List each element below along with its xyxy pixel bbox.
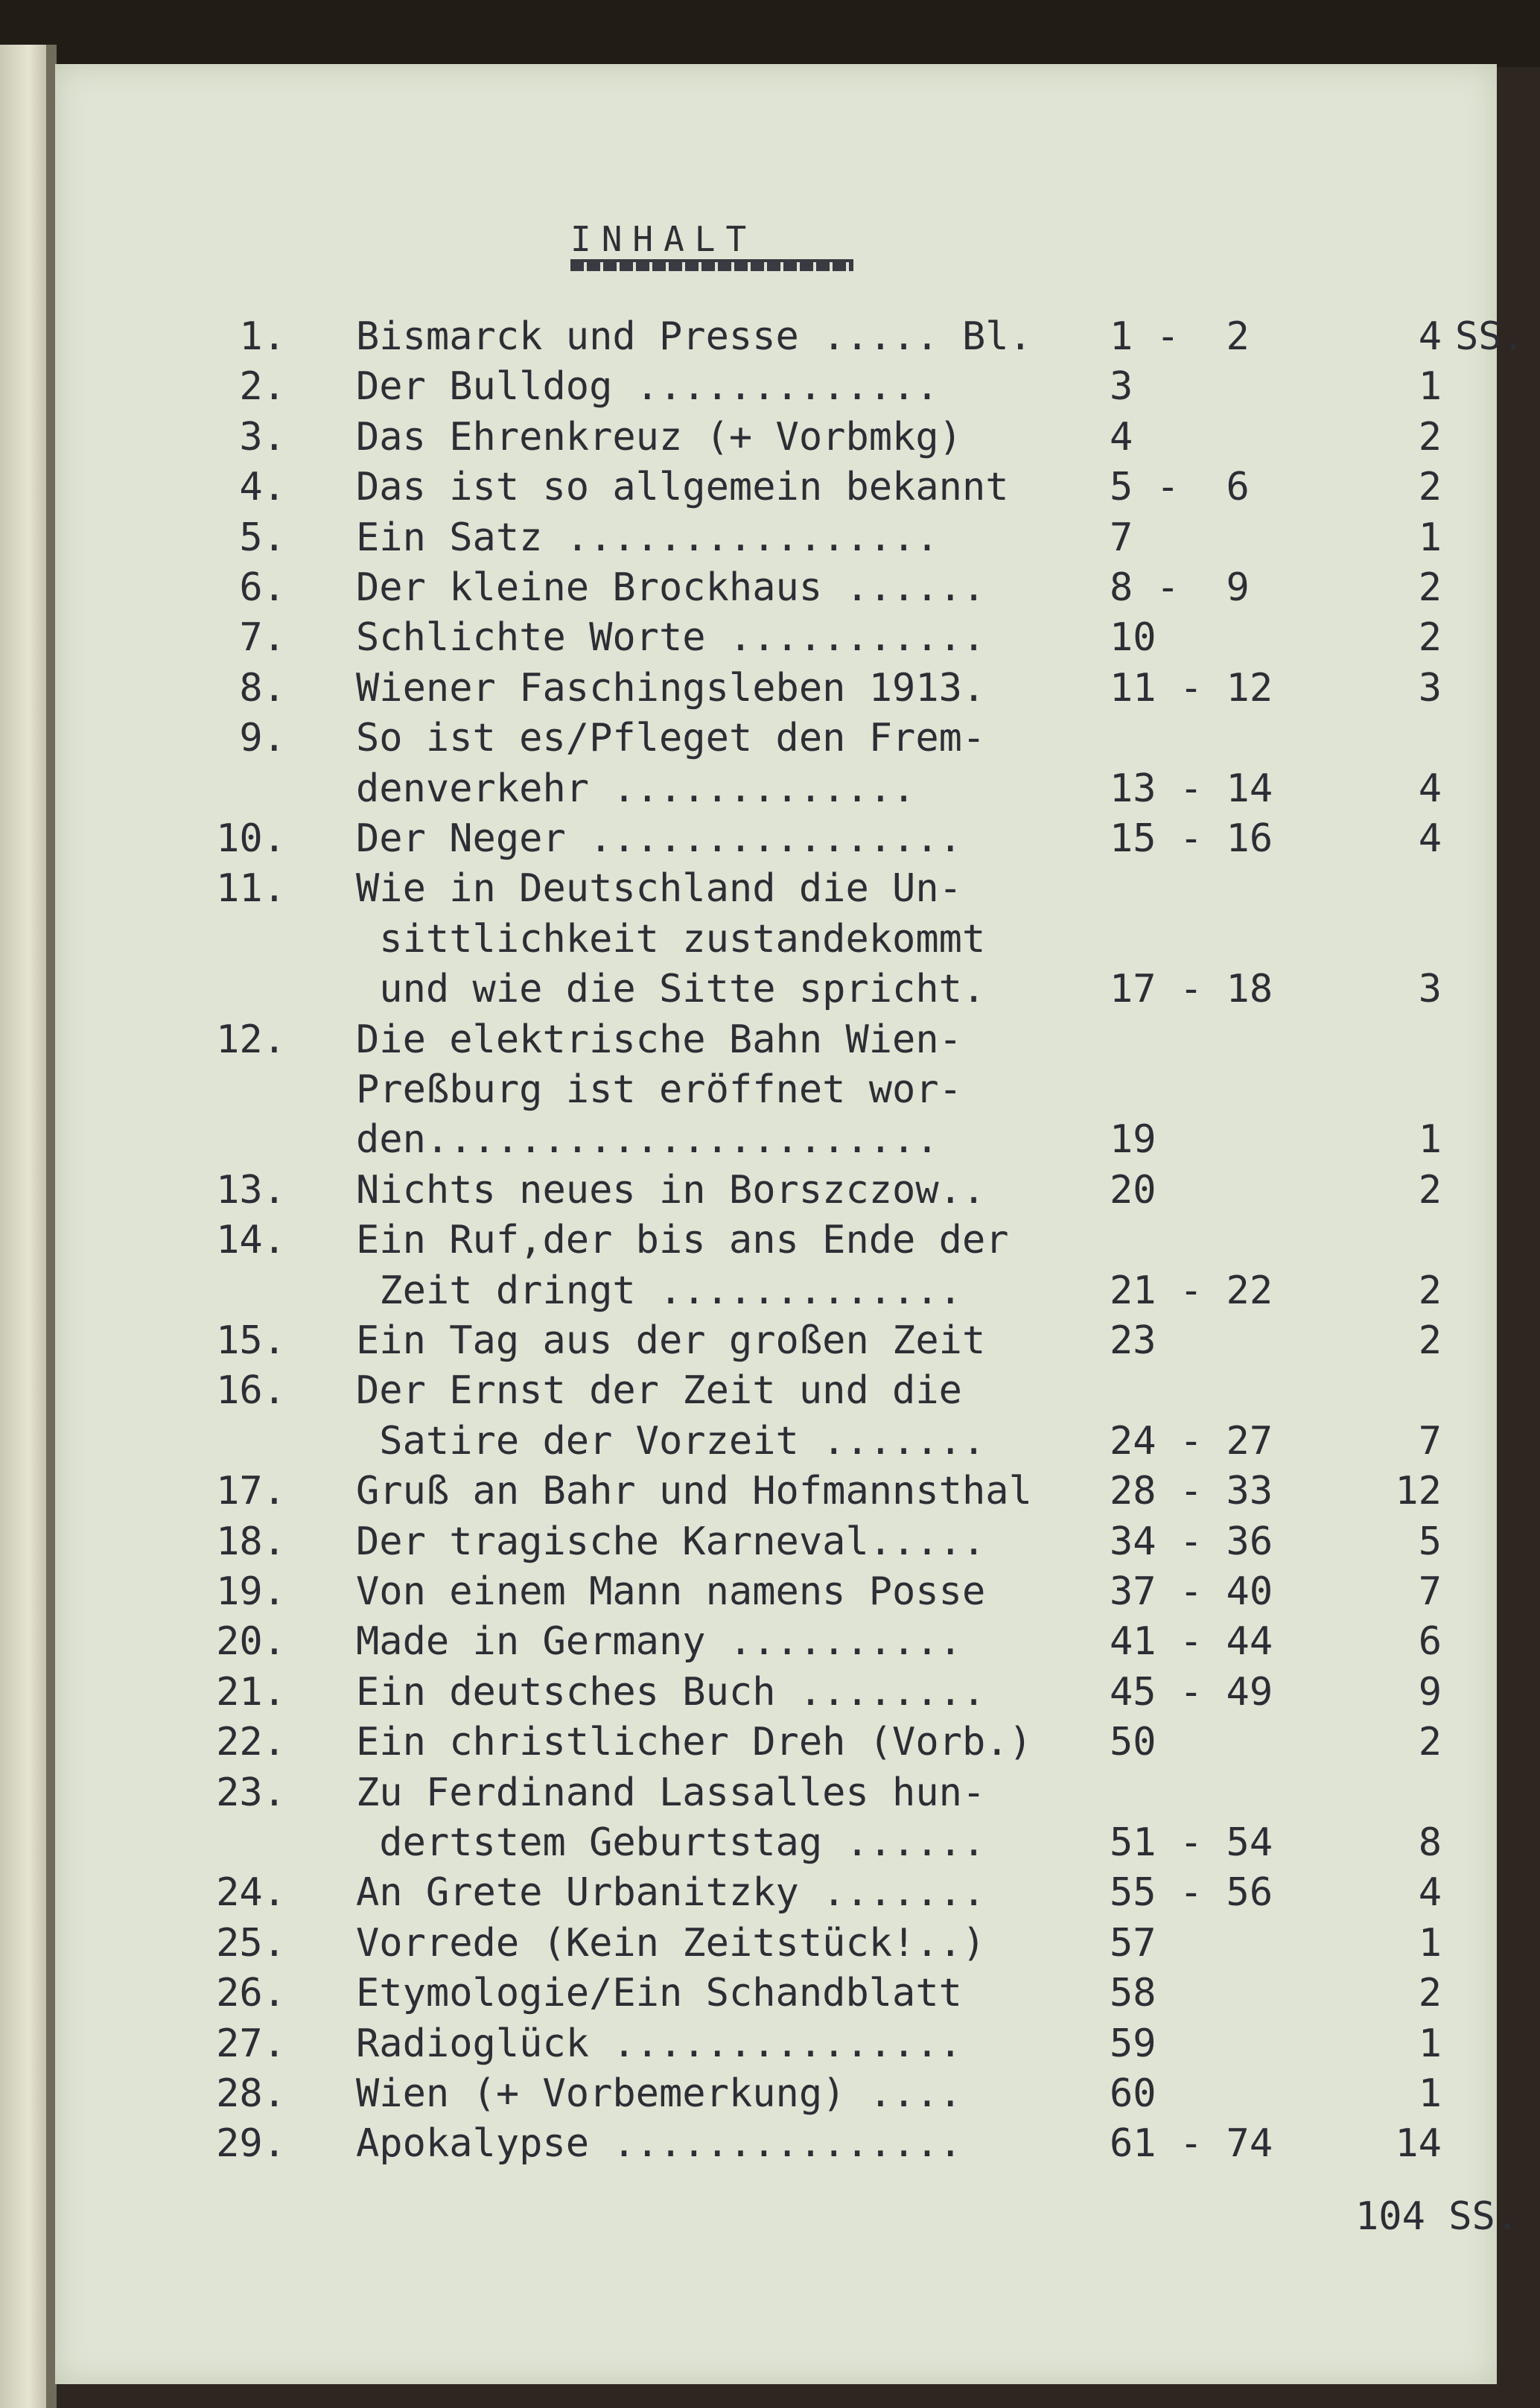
entry-leaf-range: 41 - 44	[1110, 1619, 1273, 1665]
entry-page-count: 5	[1418, 1519, 1442, 1564]
entry-number: 10.	[216, 816, 286, 861]
entry-number: 27.	[216, 2021, 286, 2066]
entry-number: 6.	[239, 565, 286, 610]
entry-number: 9.	[239, 716, 286, 761]
entry-page-count: 2	[1418, 1971, 1442, 2016]
entry-page-count: 4	[1418, 1870, 1442, 1916]
entry-leaf-range: 37 - 40	[1110, 1569, 1273, 1614]
entry-title-line: Bismarck und Presse ..... Bl.	[356, 314, 1032, 359]
entry-page-count: 2	[1418, 615, 1442, 661]
entry-page-count: 4	[1418, 314, 1442, 359]
entry-leaf-range: 1 - 2	[1110, 314, 1250, 359]
total-pages: 104 SS.	[1355, 2193, 1519, 2239]
page-unit-label: SS.	[1455, 314, 1525, 359]
entry-title-line: dertstem Geburtstag ......	[356, 1820, 986, 1865]
entry-page-count: 4	[1418, 766, 1442, 811]
entry-leaf-range: 58	[1110, 1971, 1156, 2016]
entry-page-count: 2	[1418, 465, 1442, 510]
entry-leaf-range: 45 - 49	[1110, 1669, 1273, 1715]
entry-number: 15.	[216, 1318, 286, 1363]
entry-number: 17.	[216, 1469, 286, 1514]
entry-title-line: Zu Ferdinand Lassalles hun-	[356, 1770, 986, 1815]
entry-title-line: Ein Satz ................	[356, 515, 939, 560]
entry-title-line: Der Ernst der Zeit und die	[356, 1368, 962, 1414]
entry-number: 28.	[216, 2071, 286, 2116]
entry-number: 22.	[216, 1720, 286, 1765]
entry-title-line: Preßburg ist eröffnet wor-	[356, 1067, 962, 1112]
entry-title-line: So ist es/Pfleget den Frem-	[356, 716, 986, 761]
entry-number: 29.	[216, 2121, 286, 2167]
entry-number: 25.	[216, 1920, 286, 1966]
document-page	[55, 64, 1525, 2384]
entry-number: 1.	[239, 314, 286, 359]
entry-title-line: Wiener Faschingsleben 1913.	[356, 665, 986, 711]
entry-leaf-range: 3	[1110, 364, 1133, 410]
entry-page-count: 2	[1418, 1318, 1442, 1363]
entry-title-line: Das Ehrenkreuz (+ Vorbmkg)	[356, 414, 962, 460]
entry-title-line: Schlichte Worte ...........	[356, 615, 986, 661]
entry-page-count: 1	[1418, 1920, 1442, 1966]
entry-title-line: den......................	[356, 1117, 939, 1163]
heading-underline	[570, 259, 853, 271]
entry-leaf-range: 51 - 54	[1110, 1820, 1273, 1865]
entry-title-line: Der kleine Brockhaus ......	[356, 565, 986, 610]
entry-page-count: 2	[1418, 565, 1442, 610]
entry-title-line: Wien (+ Vorbemerkung) ....	[356, 2071, 962, 2116]
entry-title-line: Das ist so allgemein bekannt	[356, 465, 1009, 510]
entry-title-line: Made in Germany ..........	[356, 1619, 962, 1665]
entry-number: 19.	[216, 1569, 286, 1614]
entry-title-line: Der Bulldog .............	[356, 364, 939, 410]
entry-leaf-range: 10	[1110, 615, 1156, 661]
entry-page-count: 2	[1418, 414, 1442, 460]
entry-number: 20.	[216, 1619, 286, 1665]
entry-page-count: 1	[1418, 1117, 1442, 1163]
entry-page-count: 4	[1418, 816, 1442, 861]
entry-page-count: 3	[1418, 967, 1442, 1012]
entry-number: 23.	[216, 1770, 286, 1815]
entry-page-count: 8	[1418, 1820, 1442, 1865]
entry-leaf-range: 15 - 16	[1110, 816, 1273, 861]
entry-title-line: Gruß an Bahr und Hofmannsthal	[356, 1469, 1032, 1514]
entry-page-count: 2	[1418, 1167, 1442, 1213]
entry-title-line: Der tragische Karneval.....	[356, 1519, 986, 1564]
entry-leaf-range: 60	[1110, 2071, 1156, 2116]
entry-title-line: Wie in Deutschland die Un-	[356, 866, 962, 912]
entry-title-line: und wie die Sitte spricht.	[356, 967, 986, 1012]
entry-title-line: Nichts neues in Borszczow..	[356, 1167, 986, 1213]
entry-number: 3.	[239, 414, 286, 460]
entry-number: 18.	[216, 1519, 286, 1564]
entry-page-count: 7	[1418, 1569, 1442, 1614]
entry-leaf-range: 19	[1110, 1117, 1156, 1163]
page-heading: INHALT	[570, 219, 757, 259]
entry-title-line: Ein deutsches Buch ........	[356, 1669, 986, 1715]
entry-leaf-range: 34 - 36	[1110, 1519, 1273, 1564]
entry-title-line: Von einem Mann namens Posse	[356, 1569, 986, 1614]
entry-leaf-range: 57	[1110, 1920, 1156, 1966]
entry-number: 2.	[239, 364, 286, 410]
entry-number: 5.	[239, 515, 286, 560]
entry-number: 12.	[216, 1017, 286, 1062]
entry-title-line: Etymologie/Ein Schandblatt	[356, 1971, 962, 2016]
entry-leaf-range: 55 - 56	[1110, 1870, 1273, 1916]
entry-page-count: 6	[1418, 1619, 1442, 1665]
entry-number: 13.	[216, 1167, 286, 1213]
entry-number: 21.	[216, 1669, 286, 1715]
entry-title-line: sittlichkeit zustandekommt	[356, 916, 986, 962]
entry-leaf-range: 4	[1110, 414, 1133, 460]
book-binding-edge	[0, 45, 52, 2408]
entry-leaf-range: 61 - 74	[1110, 2121, 1273, 2167]
entry-title-line: Ein Ruf,der bis ans Ende der	[356, 1218, 1009, 1263]
entry-leaf-range: 59	[1110, 2021, 1156, 2066]
entry-page-count: 1	[1418, 364, 1442, 410]
entry-number: 7.	[239, 615, 286, 661]
entry-title-line: An Grete Urbanitzky .......	[356, 1870, 986, 1916]
entry-title-line: Ein Tag aus der großen Zeit	[356, 1318, 986, 1363]
entry-leaf-range: 21 - 22	[1110, 1268, 1273, 1313]
entry-leaf-range: 5 - 6	[1110, 465, 1250, 510]
entry-page-count: 3	[1418, 665, 1442, 711]
entry-number: 16.	[216, 1368, 286, 1414]
entry-page-count: 1	[1418, 515, 1442, 560]
entry-leaf-range: 23	[1110, 1318, 1156, 1363]
entry-leaf-range: 28 - 33	[1110, 1469, 1273, 1514]
entry-page-count: 9	[1418, 1669, 1442, 1715]
entry-leaf-range: 17 - 18	[1110, 967, 1273, 1012]
entry-title-line: Zeit dringt .............	[356, 1268, 962, 1313]
entry-title-line: Radioglück ...............	[356, 2021, 962, 2066]
entry-page-count: 14	[1395, 2121, 1442, 2167]
entry-page-count: 7	[1418, 1418, 1442, 1464]
entry-page-count: 1	[1418, 2021, 1442, 2066]
entry-leaf-range: 11 - 12	[1110, 665, 1273, 711]
entry-title-line: Satire der Vorzeit .......	[356, 1418, 986, 1464]
entry-leaf-range: 7	[1110, 515, 1133, 560]
entry-title-line: Der Neger ................	[356, 816, 962, 861]
entry-leaf-range: 8 - 9	[1110, 565, 1250, 610]
entry-page-count: 1	[1418, 2071, 1442, 2116]
entry-leaf-range: 13 - 14	[1110, 766, 1273, 811]
entry-number: 4.	[239, 465, 286, 510]
entry-number: 11.	[216, 866, 286, 912]
entry-page-count: 2	[1418, 1268, 1442, 1313]
entry-title-line: Ein christlicher Dreh (Vorb.)	[356, 1720, 1032, 1765]
entry-leaf-range: 24 - 27	[1110, 1418, 1273, 1464]
entry-page-count: 12	[1395, 1469, 1442, 1514]
entry-number: 14.	[216, 1218, 286, 1263]
entry-leaf-range: 20	[1110, 1167, 1156, 1213]
entry-number: 8.	[239, 665, 286, 711]
scan-background-top	[0, 0, 1540, 67]
entry-leaf-range: 50	[1110, 1720, 1156, 1765]
entry-title-line: Vorrede (Kein Zeitstück!..)	[356, 1920, 986, 1966]
entry-title-line: denverkehr .............	[356, 766, 916, 811]
entry-title-line: Apokalypse ...............	[356, 2121, 962, 2167]
entry-number: 26.	[216, 1971, 286, 2016]
entry-title-line: Die elektrische Bahn Wien-	[356, 1017, 962, 1062]
entry-page-count: 2	[1418, 1720, 1442, 1765]
entry-number: 24.	[216, 1870, 286, 1916]
